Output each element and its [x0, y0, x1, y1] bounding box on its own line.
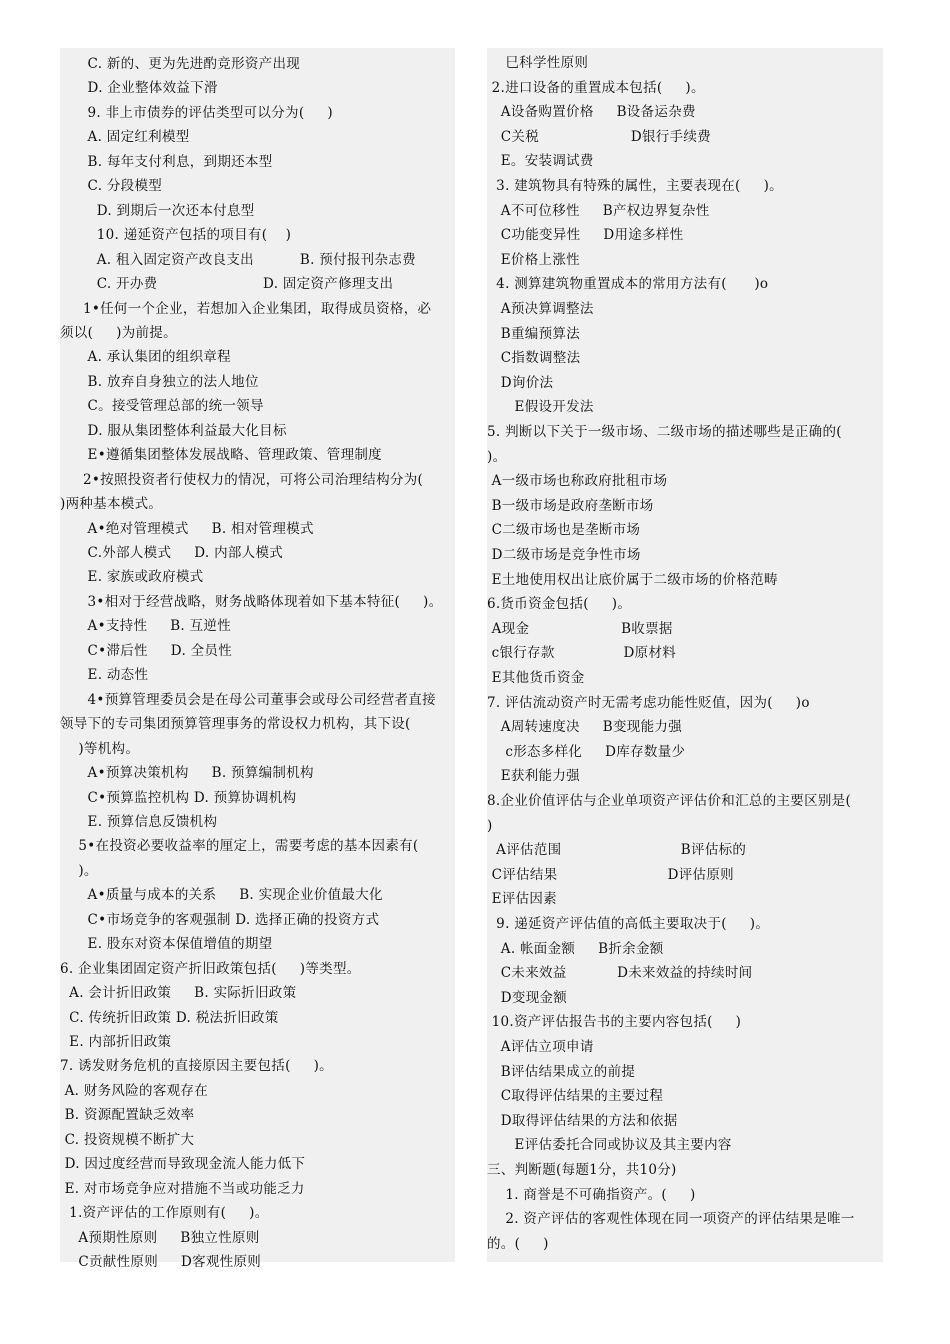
text-line: E评估因素 — [487, 891, 557, 908]
text-line: B重编预算法 — [487, 325, 580, 342]
text-line: A•支持性 B. 互逆性 — [60, 618, 232, 635]
text-line: C. 传统折旧政策 D. 税法折旧政策 — [60, 1009, 279, 1026]
text-line: 9. 非上市债券的评估类型可以分为( ) — [60, 104, 333, 121]
text-line: C指数调整法 — [487, 350, 581, 367]
text-line: A一级市场也称政府批租市场 — [487, 473, 668, 490]
text-line: ) — [487, 817, 493, 834]
text-line: 8.企业价值评估与企业单项资产评估价和汇总的主要区别是( — [487, 793, 852, 809]
text-line: 7. 评估流动资产时无需考虑功能性贬值，因为( )o — [487, 694, 810, 711]
text-line: 1•任何一个企业，若想加入企业集团，取得成员资格，必 — [60, 300, 432, 317]
text-line: C关税 D银行手续费 — [487, 128, 711, 145]
text-line: E. 内部折旧政策 — [60, 1034, 172, 1050]
text-line: A. 租入固定资产改良支出 B. 预付报刊杂志费 — [60, 251, 416, 268]
text-line: )两种基本模式。 — [60, 496, 163, 513]
text-line: E. 股东对资本保值增值的期望 — [60, 936, 273, 953]
text-line: A. 财务风险的客观存在 — [60, 1082, 209, 1099]
text-line: C•滞后性 D. 全员性 — [60, 642, 233, 659]
text-line: 3. 建筑物具有特殊的属性，主要表现在( )。 — [487, 178, 783, 194]
text-line: )。 — [60, 862, 98, 879]
text-line: D二级市场是竞争性市场 — [487, 547, 641, 563]
text-line: C. 新的、更为先进酌竞形资产出现 — [60, 56, 301, 72]
text-line: c形态多样化 D库存数量少 — [487, 743, 686, 760]
text-line: 2.进口设备的重置成本包括( )。 — [487, 79, 705, 96]
text-line: )等机构。 — [60, 740, 140, 757]
text-line: C评估结果 D评估原则 — [487, 866, 734, 883]
text-line: D询价法 — [487, 374, 554, 391]
text-line: E. 动态性 — [60, 667, 149, 684]
text-line: B. 每年支付利息，到期还本型 — [60, 153, 273, 170]
text-line: C. 分段模型 — [60, 178, 163, 195]
text-line: A•预算决策机构 B. 预算编制机构 — [60, 765, 314, 782]
text-line: 5. 判断以下关于一级市场、二级市场的描述哪些是正确的( — [487, 424, 842, 440]
text-line: A评估立项申请 — [487, 1039, 594, 1055]
text-line: C功能变异性 D用途多样性 — [487, 227, 684, 244]
text-line: 三、判断题(每题1分，共10分) — [487, 1162, 677, 1178]
text-line: 3•相对于经营战略，财务战略体现着如下基本特征( )。 — [60, 593, 443, 610]
text-line: A预期性原则 B独立性原则 — [60, 1229, 260, 1246]
text-line: D取得评估结果的方法和依据 — [487, 1112, 678, 1129]
text-line: E其他货币资金 — [487, 670, 585, 686]
text-line: 6.货币资金包括( )。 — [487, 596, 632, 613]
text-line: D变现金额 — [487, 989, 568, 1006]
text-line: C贡献性原则 D客观性原则 — [60, 1254, 262, 1271]
text-line: C.外部人模式 D. 内部人模式 — [60, 545, 284, 561]
text-line: C取得评估结果的主要过程 — [487, 1088, 664, 1105]
text-line: 7. 诱发财务危机的直接原因主要包括( )。 — [60, 1058, 333, 1075]
right-column — [487, 48, 883, 1262]
text-line: 巳科学性原则 — [487, 55, 589, 71]
text-line: C未来效益 D未来效益的持续时间 — [487, 965, 753, 982]
text-line: A•绝对管理模式 B. 相对管理模式 — [60, 520, 314, 537]
text-line: D. 企业整体效益下滑 — [60, 80, 218, 97]
text-line: )。 — [487, 448, 507, 465]
text-line: C•预算监控机构 D. 预算协调机构 — [60, 789, 297, 806]
text-line: C。接受管理总部的统一领导 — [60, 398, 264, 415]
text-line: A设备购置价格 B设备运杂费 — [487, 104, 696, 121]
text-line: 10. 递延资产包括的项目有( ) — [60, 227, 292, 244]
text-line: A•质量与成本的关系 B. 实现企业价值最大化 — [60, 887, 383, 904]
text-line: D. 因过度经营而导致现金流人能力低下 — [60, 1156, 306, 1173]
text-line: 9. 递延资产评估值的高低主要取决于( )。 — [487, 916, 770, 932]
text-line: E假设开发法 — [487, 399, 594, 416]
text-line: 6. 企业集团固定资产折旧政策包括( )等类型。 — [60, 960, 361, 977]
text-line: c银行存款 D原材料 — [487, 645, 677, 662]
text-line: E评估委托合同或协议及其主要内容 — [487, 1137, 732, 1154]
text-line: A. 会计折旧政策 B. 实际折旧政策 — [60, 985, 297, 1002]
text-line: A不可位移性 B产权边界复杂性 — [487, 202, 710, 219]
text-line: B. 放弃自身独立的法人地位 — [60, 373, 259, 390]
text-line: E•遵循集团整体发展战略、管理政策、管理制度 — [60, 447, 382, 464]
text-line: 2. 资产评估的客观性体现在同一项资产的评估结果是唯一 — [487, 1211, 855, 1228]
text-line: A. 帐面金额 B折余金额 — [487, 940, 664, 957]
text-line: A预决算调整法 — [487, 301, 594, 317]
text-line: C二级市场也是垄断市场 — [487, 522, 641, 539]
text-line: E。安装调试费 — [487, 153, 594, 170]
text-line: 2•按照投资者行使权力的情况，可将公司治理结构分为( — [60, 471, 424, 488]
text-line: E获利能力强 — [487, 768, 580, 785]
text-line: D. 服从集团整体利益最大化目标 — [60, 422, 287, 439]
text-line: A. 固定红利模型 — [60, 129, 190, 146]
text-line: 10.资产评估报告书的主要内容包括( ) — [487, 1014, 742, 1031]
text-line: A现金 B收票据 — [487, 620, 673, 637]
text-line: C. 开办费 D. 固定资产修理支出 — [60, 276, 394, 293]
text-line: C•市场竞争的客观强制 D. 选择正确的投资方式 — [60, 911, 380, 928]
text-line: B评估结果成立的前提 — [487, 1063, 636, 1080]
text-line: E价格上涨性 — [487, 251, 580, 268]
text-line: 4. 测算建筑物重置成本的常用方法有( )o — [487, 276, 769, 293]
text-line: D. 到期后一次还本付息型 — [60, 202, 255, 219]
text-line: E. 对市场竞争应对措施不当或功能乏力 — [60, 1180, 305, 1197]
text-line: B一级市场是政府垄断市场 — [487, 497, 654, 514]
text-line: B. 资源配置缺乏效率 — [60, 1107, 195, 1124]
text-line: A. 承认集团的组织章程 — [60, 349, 231, 366]
text-line: 5•在投资必要收益率的厘定上，需要考虑的基本因素有( — [60, 838, 419, 855]
text-line: 的。( ) — [487, 1235, 549, 1252]
text-line: A周转速度决 B变现能力强 — [487, 719, 682, 736]
text-line: E土地使用权出让底价属于二级市场的价格范畴 — [487, 571, 778, 588]
text-line: 1. 商誉是不可确指资产。( ) — [487, 1186, 696, 1203]
text-line: C. 投资规模不断扩大 — [60, 1131, 195, 1148]
text-line: A评估范围 B评估标的 — [487, 842, 747, 859]
text-line: 1.资产评估的工作原则有( )。 — [60, 1205, 269, 1222]
text-line: 领导下的专司集团预算管理事务的常设权力机构，其下设( — [60, 716, 411, 733]
text-line: E. 家族或政府模式 — [60, 569, 204, 586]
left-column — [60, 48, 455, 1271]
text-line: 4•预算管理委员会是在母公司董事会或母公司经营者直接 — [60, 691, 436, 708]
text-line: E. 预算信息反馈机构 — [60, 813, 218, 830]
text-line: 须以( )为前提。 — [60, 324, 177, 341]
